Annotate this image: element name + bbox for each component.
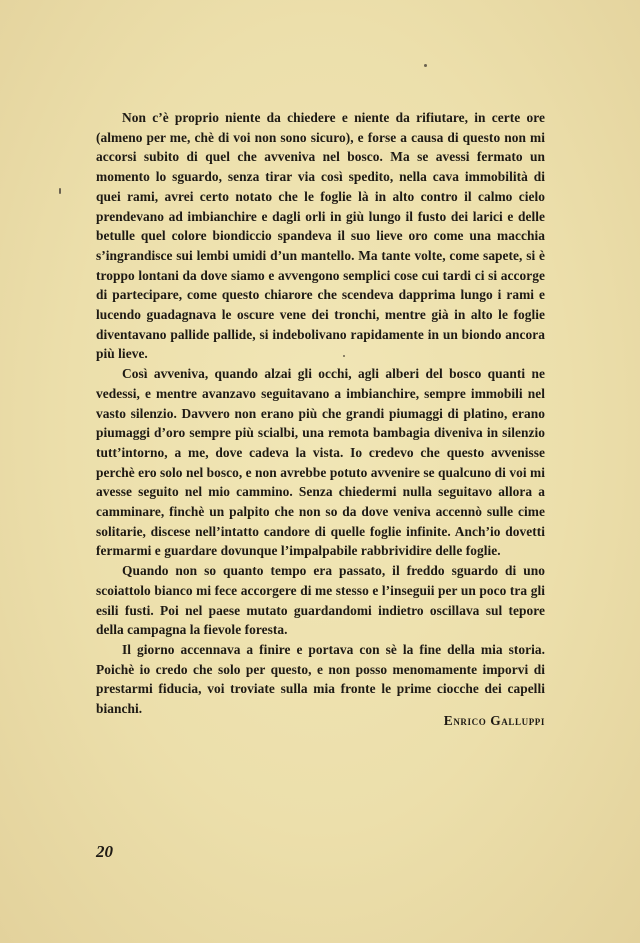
ink-speck <box>424 64 427 67</box>
paragraph: Così avveniva, quando alzai gli occhi, agli alberi del bosco quanti ne vedessi, e mentre avanzavo seguitavano a imbianchire, sempre immobili nel vasto silenzio. Davvero non erano più che grandi piumaggi di platino, erano piumaggi d’oro sempre più scialbi, una remota bambagia diveniva in silenzio tutt’intorno, a me, dove cadeva la vista. Io credevo che questo avvenisse perchè ero solo nel bosco, e non avrebbe potuto avvenire se qualcuno di voi mi avesse seguito nel mio cammino. Senza chiedermi nulla seguitavo allora a camminare, finchè un palpito che non so da dove veniva accennò sulle cime solitarie, discese nell’intatto candore di quelle foglie infinite. Anch’io dovetti fermarmi e guardare dovunque l’impalpabile rabbrividire delle foglie. <box>96 366 545 559</box>
paragraph: Il giorno accennava a finire e portava con sè la fine della mia storia. Poichè io credo che solo per questo, e non posso menomamente imporvi di prestarmi fiducia, voi troviate sulla mia fronte le prime ciocche dei capelli bianchi. <box>96 641 545 717</box>
author-signature: Enrico Galluppi <box>443 713 545 728</box>
paragraph: Quando non so quanto tempo era passato, il freddo sguardo di uno scoiattolo bianco mi fece accorgere di me stesso e l’inseguii per un poco tra gli esili fusti. Poi nel paese mutato guardandomi indietro oscillava sul tepore della campagna la fievole foresta. <box>96 563 545 638</box>
page-number: 20 <box>96 842 113 861</box>
story-text <box>96 108 545 719</box>
ink-speck <box>59 188 61 194</box>
paragraph: Non c’è proprio niente da chiedere e niente da rifiutare, in certe ore (almeno per me, chè di voi non sono sicuro), e forse a causa di questo non mi accorsi subito di quel che avveniva nel bosco. Ma se avessi fermato un momento lo sguardo, senza tirar via così spedito, nella cava immobilità di quei rami, avrei certo notato che le foglie là in alto contro il calmo cielo prendevano ad imbianchire e dagli orli in giù lungo il fusto dei larici e delle betulle quel colore biondiccio spandeva il suo lieve oro come una macchia s’ingrandisce sui lembi umidi d’un mantello. Ma tante volte, come sapete, si è troppo lontani da dove siamo e avvengono semplici cose cui tardi ci si accorge di partecipare, come questo chiarore che scendeva dapprima lungo i rami e lucendo guadagnava le oscure vene dei tronchi, mentre già in alto le foglie diventavano pallide pallide, si indebolivano rapidamente in un biondo ancora più lieve. <box>96 110 545 362</box>
